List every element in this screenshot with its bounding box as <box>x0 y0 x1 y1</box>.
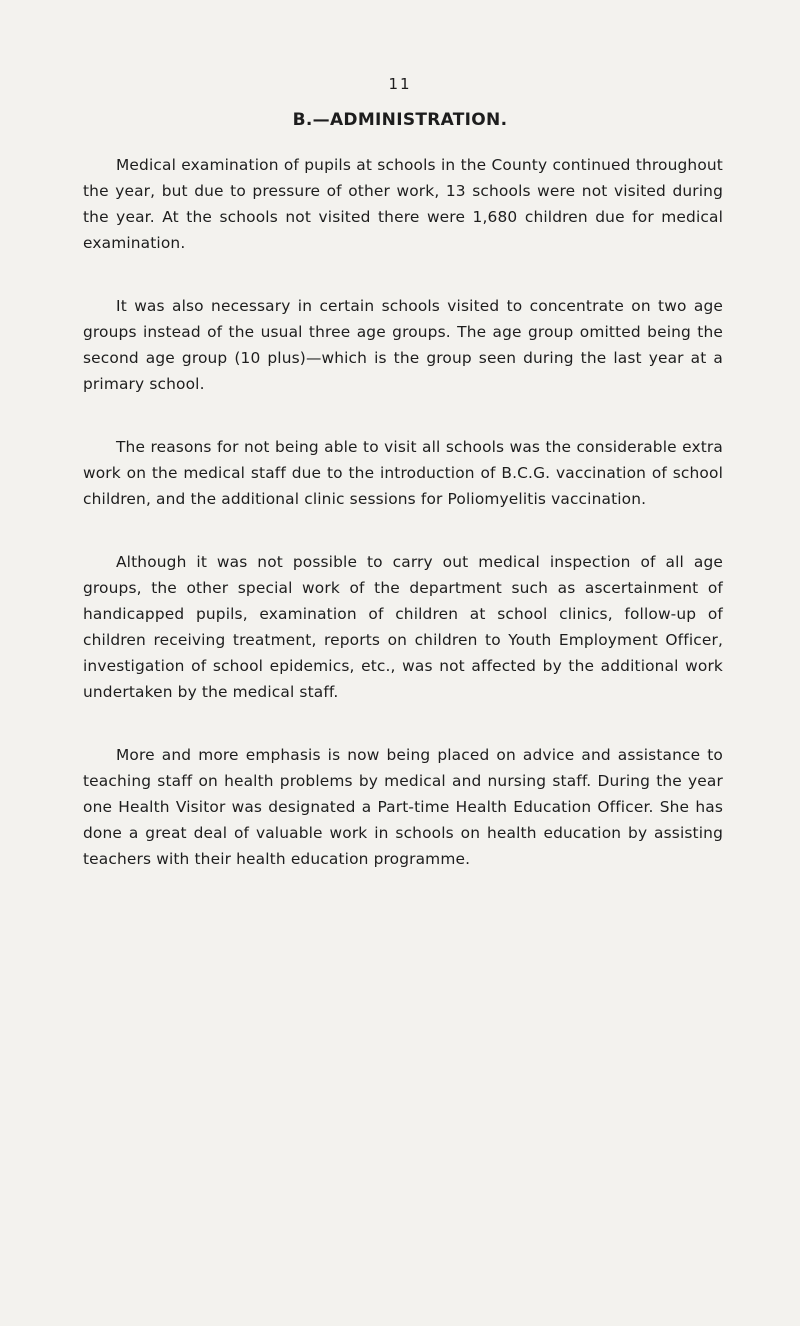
paragraph-school-examinations: Medical examination of pupils at schools in the County continued throughout the year, but due to pressure of other work, 13 schools were not visited during the year. At the schools not visited there were 1,680 children due for medical examination. <box>83 156 723 252</box>
section-heading: B.—ADMINISTRATION. <box>292 110 508 130</box>
paragraph-reasons: The reasons for not being able to visit all schools was the considerable extra work on the medical staff due to the introduction of B.C.G. vaccination of school children, and the additional clinic sessions for Poliomyelitis vaccination. <box>83 438 723 508</box>
page-number: 11 <box>388 75 412 93</box>
body-text <box>83 152 723 909</box>
paragraph-special-work: Although it was not possible to carry out medical inspection of all age groups, the other special work of the department such as ascertainment of handicapped pupils, examination of children at school clinics, follow-up of children receiving treatment, reports on children to Youth Employment Officer, investigation of school epidemics, etc., was not affected by the additional work undertaken by the medical staff. <box>83 553 723 701</box>
paragraph-health-education: More and more emphasis is now being placed on advice and assistance to teaching staff on health problems by medical and nursing staff. During the year one Health Visitor was designated a Part-time Health Education Officer. She has done a great deal of valuable work in schools on health education by assisting teachers with their health education programme. <box>83 746 723 868</box>
paragraph-age-groups: It was also necessary in certain schools visited to concentrate on two age groups instead of the usual three age groups. The age group omitted being the second age group (10 plus)—which is the group seen during the last year at a primary school. <box>83 297 723 393</box>
